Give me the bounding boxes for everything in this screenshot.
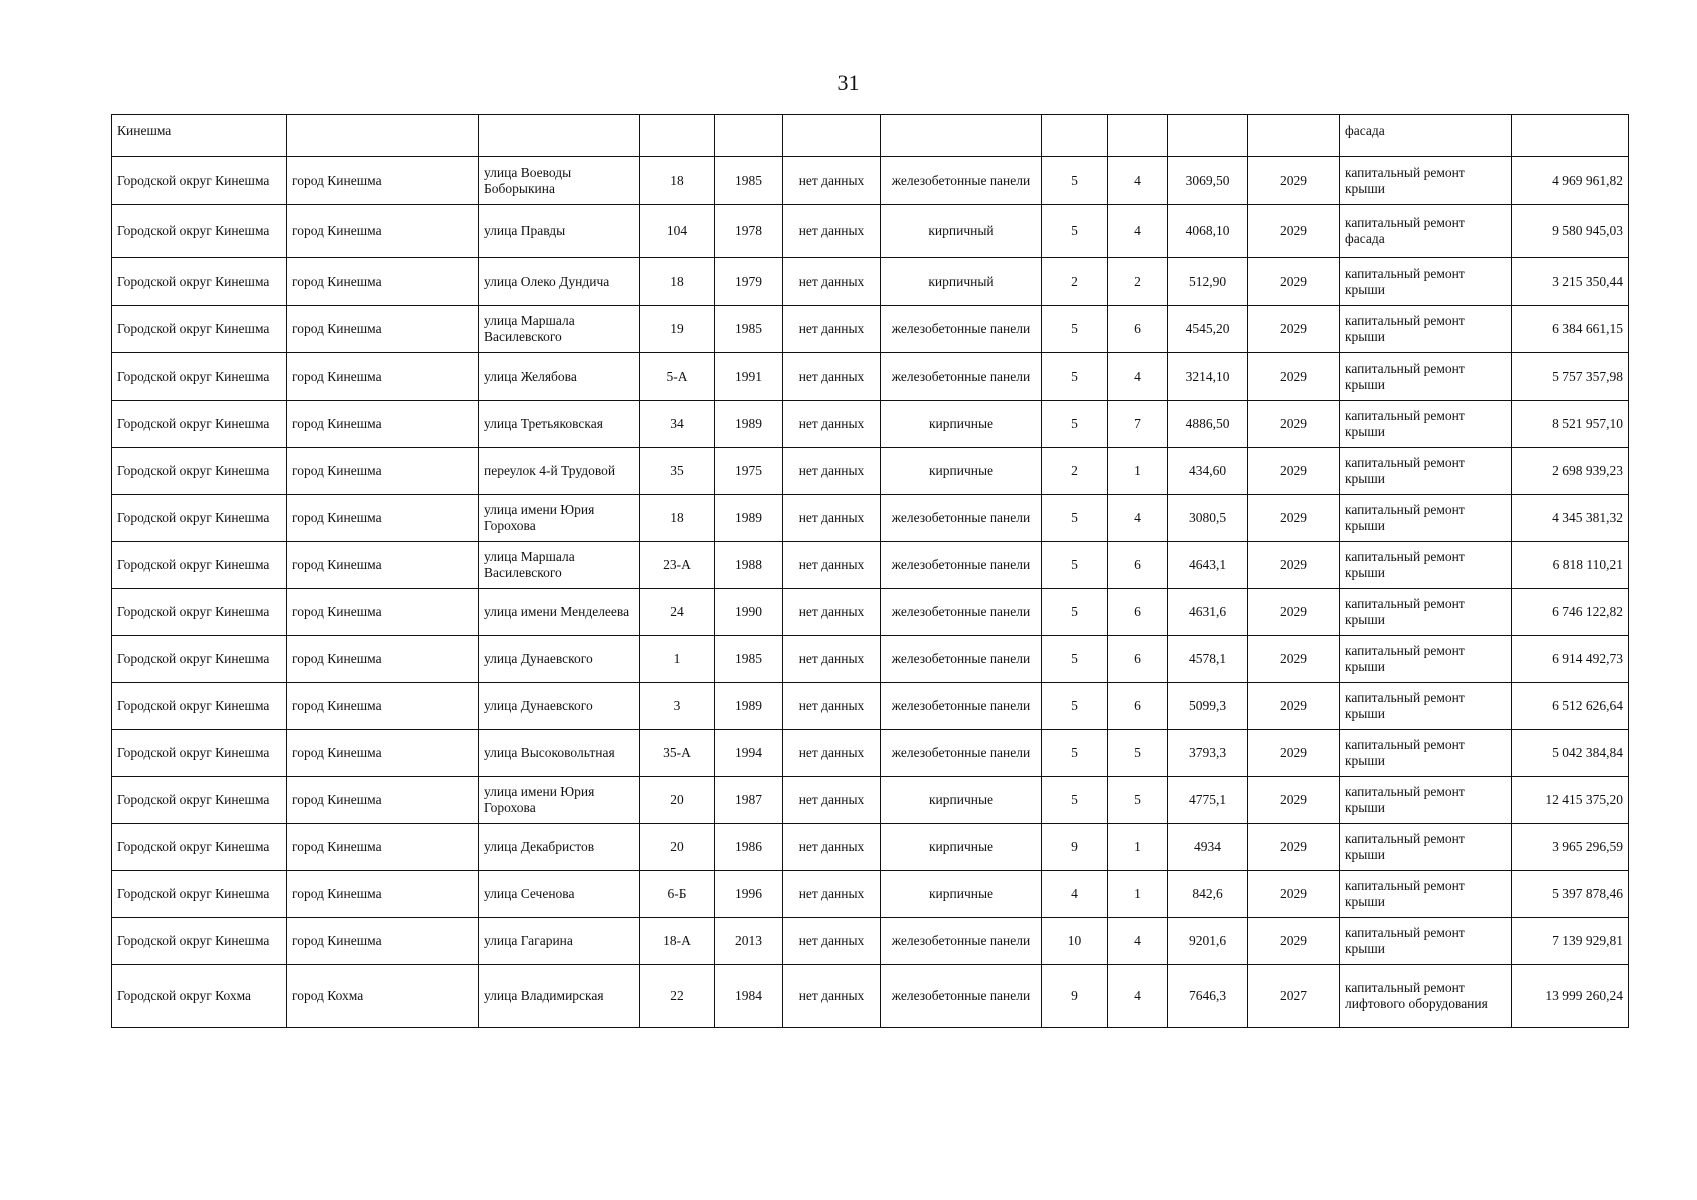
cell-street: улица имени Менделеева — [479, 589, 640, 636]
table-row — [112, 824, 1629, 871]
cell-floors: 2 — [1042, 258, 1108, 306]
cell-street: переулок 4-й Трудовой — [479, 448, 640, 495]
cell-district: Городской округ Кинешма — [112, 401, 287, 448]
cell-settlement: город Кохма — [287, 965, 479, 1028]
cell-floors: 10 — [1042, 918, 1108, 965]
cell-entrances: 1 — [1108, 871, 1168, 918]
cell-street: улица Желябова — [479, 353, 640, 401]
cell-work-type: капитальный ремонт крыши — [1340, 589, 1512, 636]
cell-work-type: капитальный ремонт крыши — [1340, 495, 1512, 542]
cell-cost: 12 415 375,20 — [1512, 777, 1629, 824]
cell-year-reconstruction: нет данных — [783, 401, 881, 448]
cell-street: улица имени Юрия Горохова — [479, 777, 640, 824]
cell-work-type: капитальный ремонт крыши — [1340, 448, 1512, 495]
cell-work-type: капитальный ремонт фасада — [1340, 205, 1512, 258]
cell-district: Городской округ Кинешма — [112, 730, 287, 777]
cell-cost: 6 746 122,82 — [1512, 589, 1629, 636]
cell-work-type: капитальный ремонт крыши — [1340, 871, 1512, 918]
housing-repair-table — [111, 114, 1629, 1028]
cell-year-reconstruction: нет данных — [783, 448, 881, 495]
table-row — [112, 777, 1629, 824]
cell-year-built: 2013 — [715, 918, 783, 965]
table-row — [112, 636, 1629, 683]
cell-area: 9201,6 — [1168, 918, 1248, 965]
cell-house-number: 35-А — [640, 730, 715, 777]
cell-area: 4643,1 — [1168, 542, 1248, 589]
cell-floors: 5 — [1042, 205, 1108, 258]
cell-district: Городской округ Кинешма — [112, 777, 287, 824]
cell-street: улица Дунаевского — [479, 636, 640, 683]
cell-year-reconstruction: нет данных — [783, 730, 881, 777]
cell-wall-material: железобетонные панели — [881, 730, 1042, 777]
cell-floors: 5 — [1042, 636, 1108, 683]
table-row — [112, 495, 1629, 542]
cell-district: Городской округ Кохма — [112, 965, 287, 1028]
cell-cost: 3 215 350,44 — [1512, 258, 1629, 306]
cell-street: улица Владимирская — [479, 965, 640, 1028]
cell-street: улица Олеко Дундича — [479, 258, 640, 306]
table-body — [112, 115, 1629, 1028]
cell-planned-year: 2029 — [1248, 542, 1340, 589]
cell-entrances: 6 — [1108, 636, 1168, 683]
cell-work-type: капитальный ремонт крыши — [1340, 157, 1512, 205]
table-row — [112, 258, 1629, 306]
cell-street: улица Воеводы Боборыкина — [479, 157, 640, 205]
cell-entrances: 4 — [1108, 918, 1168, 965]
cell-house-number: 5-А — [640, 353, 715, 401]
cell-area: 4775,1 — [1168, 777, 1248, 824]
cell-empty — [1512, 115, 1629, 157]
cell-street: улица Маршала Василевского — [479, 542, 640, 589]
cell-year-reconstruction: нет данных — [783, 353, 881, 401]
cell-floors: 5 — [1042, 157, 1108, 205]
cell-floors: 5 — [1042, 353, 1108, 401]
cell-entrances: 4 — [1108, 205, 1168, 258]
cell-district: Городской округ Кинешма — [112, 205, 287, 258]
cell-year-built: 1996 — [715, 871, 783, 918]
table-row — [112, 306, 1629, 353]
cell-year-built: 1985 — [715, 306, 783, 353]
cell-area: 4578,1 — [1168, 636, 1248, 683]
cell-district: Городской округ Кинешма — [112, 542, 287, 589]
cell-wall-material: кирпичные — [881, 401, 1042, 448]
cell-settlement: город Кинешма — [287, 448, 479, 495]
table-row — [112, 730, 1629, 777]
cell-year-reconstruction: нет данных — [783, 918, 881, 965]
cell-empty — [783, 115, 881, 157]
table-row-continued — [112, 115, 1629, 157]
cell-area: 4068,10 — [1168, 205, 1248, 258]
cell-planned-year: 2029 — [1248, 918, 1340, 965]
cell-area: 3214,10 — [1168, 353, 1248, 401]
cell-wall-material: железобетонные панели — [881, 965, 1042, 1028]
table-row — [112, 965, 1629, 1028]
cell-floors: 5 — [1042, 683, 1108, 730]
cell-planned-year: 2029 — [1248, 824, 1340, 871]
cell-wall-material: кирпичные — [881, 448, 1042, 495]
cell-area: 4934 — [1168, 824, 1248, 871]
cell-settlement: город Кинешма — [287, 636, 479, 683]
cell-planned-year: 2029 — [1248, 401, 1340, 448]
cell-floors: 5 — [1042, 495, 1108, 542]
cell-area: 5099,3 — [1168, 683, 1248, 730]
cell-house-number: 19 — [640, 306, 715, 353]
cell-year-reconstruction: нет данных — [783, 824, 881, 871]
cell-settlement: город Кинешма — [287, 683, 479, 730]
cell-settlement: город Кинешма — [287, 157, 479, 205]
cell-house-number: 104 — [640, 205, 715, 258]
cell-settlement: город Кинешма — [287, 730, 479, 777]
cell-area: 4631,6 — [1168, 589, 1248, 636]
cell-house-number: 3 — [640, 683, 715, 730]
cell-empty — [287, 115, 479, 157]
cell-street: улица Декабристов — [479, 824, 640, 871]
cell-settlement: город Кинешма — [287, 777, 479, 824]
cell-empty — [1248, 115, 1340, 157]
cell-cost: 9 580 945,03 — [1512, 205, 1629, 258]
cell-empty — [881, 115, 1042, 157]
cell-floors: 2 — [1042, 448, 1108, 495]
cell-wall-material: кирпичные — [881, 871, 1042, 918]
cell-planned-year: 2029 — [1248, 777, 1340, 824]
cell-year-built: 1988 — [715, 542, 783, 589]
cell-planned-year: 2029 — [1248, 683, 1340, 730]
cell-district: Городской округ Кинешма — [112, 636, 287, 683]
cell-year-reconstruction: нет данных — [783, 965, 881, 1028]
cell-settlement: город Кинешма — [287, 258, 479, 306]
table-row — [112, 205, 1629, 258]
cell-area: 434,60 — [1168, 448, 1248, 495]
table-row — [112, 448, 1629, 495]
cell-work-type: капитальный ремонт крыши — [1340, 824, 1512, 871]
cell-work-type: капитальный ремонт крыши — [1340, 542, 1512, 589]
table-row — [112, 542, 1629, 589]
cell-entrances: 7 — [1108, 401, 1168, 448]
cell-district: Городской округ Кинешма — [112, 448, 287, 495]
cell-year-reconstruction: нет данных — [783, 157, 881, 205]
cell-cost: 4 345 381,32 — [1512, 495, 1629, 542]
cell-year-built: 1985 — [715, 636, 783, 683]
cell-empty — [640, 115, 715, 157]
cell-area: 512,90 — [1168, 258, 1248, 306]
cell-floors: 5 — [1042, 589, 1108, 636]
cell-year-reconstruction: нет данных — [783, 777, 881, 824]
cell-house-number: 22 — [640, 965, 715, 1028]
table-row — [112, 589, 1629, 636]
cell-area: 4545,20 — [1168, 306, 1248, 353]
cell-cost: 3 965 296,59 — [1512, 824, 1629, 871]
cell-street: улица Правды — [479, 205, 640, 258]
cell-cost: 13 999 260,24 — [1512, 965, 1629, 1028]
cell-settlement: город Кинешма — [287, 401, 479, 448]
cell-house-number: 23-А — [640, 542, 715, 589]
cell-street: улица Третьяковская — [479, 401, 640, 448]
cell-street: улица Дунаевского — [479, 683, 640, 730]
cell-district: Городской округ Кинешма — [112, 589, 287, 636]
cell-planned-year: 2029 — [1248, 306, 1340, 353]
cell-wall-material: кирпичные — [881, 824, 1042, 871]
cell-cost: 6 914 492,73 — [1512, 636, 1629, 683]
cell-floors: 5 — [1042, 730, 1108, 777]
cell-area: 3069,50 — [1168, 157, 1248, 205]
cell-wall-material: железобетонные панели — [881, 157, 1042, 205]
cell-work-type: капитальный ремонт крыши — [1340, 258, 1512, 306]
cell-work-type: капитальный ремонт лифтового оборудования — [1340, 965, 1512, 1028]
cell-settlement: город Кинешма — [287, 205, 479, 258]
cell-wall-material: железобетонные панели — [881, 495, 1042, 542]
cell-area: 7646,3 — [1168, 965, 1248, 1028]
table-row — [112, 353, 1629, 401]
cell-floors: 4 — [1042, 871, 1108, 918]
cell-cost: 5 397 878,46 — [1512, 871, 1629, 918]
cell-cost: 6 818 110,21 — [1512, 542, 1629, 589]
cell-entrances: 4 — [1108, 965, 1168, 1028]
cell-street: улица Маршала Василевского — [479, 306, 640, 353]
cell-district: Городской округ Кинешма — [112, 918, 287, 965]
cell-year-built: 1989 — [715, 495, 783, 542]
cell-planned-year: 2029 — [1248, 353, 1340, 401]
cell-house-number: 1 — [640, 636, 715, 683]
cell-wall-material: кирпичные — [881, 777, 1042, 824]
cell-entrances: 6 — [1108, 589, 1168, 636]
cell-year-built: 1989 — [715, 683, 783, 730]
cell-empty — [1042, 115, 1108, 157]
cell-house-number: 18 — [640, 495, 715, 542]
cell-empty — [715, 115, 783, 157]
cell-empty — [479, 115, 640, 157]
cell-settlement: город Кинешма — [287, 306, 479, 353]
cell-planned-year: 2029 — [1248, 495, 1340, 542]
cell-house-number: 6-Б — [640, 871, 715, 918]
cell-planned-year: 2029 — [1248, 871, 1340, 918]
cell-year-reconstruction: нет данных — [783, 306, 881, 353]
cell-wall-material: железобетонные панели — [881, 636, 1042, 683]
cell-year-reconstruction: нет данных — [783, 258, 881, 306]
cell-settlement: город Кинешма — [287, 871, 479, 918]
cell-floors: 5 — [1042, 306, 1108, 353]
cell-district: Кинешма — [112, 115, 287, 157]
cell-year-reconstruction: нет данных — [783, 683, 881, 730]
cell-year-reconstruction: нет данных — [783, 205, 881, 258]
cell-district: Городской округ Кинешма — [112, 306, 287, 353]
cell-work-type: капитальный ремонт крыши — [1340, 683, 1512, 730]
cell-entrances: 1 — [1108, 824, 1168, 871]
cell-wall-material: железобетонные панели — [881, 683, 1042, 730]
cell-area: 842,6 — [1168, 871, 1248, 918]
table-row — [112, 401, 1629, 448]
cell-street: улица Гагарина — [479, 918, 640, 965]
cell-work-type: капитальный ремонт крыши — [1340, 636, 1512, 683]
cell-house-number: 20 — [640, 777, 715, 824]
cell-house-number: 35 — [640, 448, 715, 495]
cell-planned-year: 2027 — [1248, 965, 1340, 1028]
cell-planned-year: 2029 — [1248, 205, 1340, 258]
cell-planned-year: 2029 — [1248, 258, 1340, 306]
cell-area: 3793,3 — [1168, 730, 1248, 777]
cell-work-type: фасада — [1340, 115, 1512, 157]
cell-district: Городской округ Кинешма — [112, 495, 287, 542]
cell-cost: 6 384 661,15 — [1512, 306, 1629, 353]
cell-year-built: 1994 — [715, 730, 783, 777]
cell-settlement: город Кинешма — [287, 918, 479, 965]
cell-entrances: 6 — [1108, 306, 1168, 353]
cell-year-built: 1979 — [715, 258, 783, 306]
cell-entrances: 6 — [1108, 542, 1168, 589]
cell-settlement: город Кинешма — [287, 824, 479, 871]
cell-house-number: 34 — [640, 401, 715, 448]
cell-year-reconstruction: нет данных — [783, 589, 881, 636]
cell-year-built: 1978 — [715, 205, 783, 258]
cell-cost: 5 042 384,84 — [1512, 730, 1629, 777]
cell-entrances: 4 — [1108, 495, 1168, 542]
cell-planned-year: 2029 — [1248, 589, 1340, 636]
cell-year-built: 1987 — [715, 777, 783, 824]
cell-wall-material: кирпичный — [881, 205, 1042, 258]
cell-area: 3080,5 — [1168, 495, 1248, 542]
cell-wall-material: железобетонные панели — [881, 542, 1042, 589]
cell-entrances: 1 — [1108, 448, 1168, 495]
cell-wall-material: кирпичный — [881, 258, 1042, 306]
cell-settlement: город Кинешма — [287, 542, 479, 589]
cell-district: Городской округ Кинешма — [112, 824, 287, 871]
cell-street: улица имени Юрия Горохова — [479, 495, 640, 542]
cell-entrances: 4 — [1108, 157, 1168, 205]
cell-wall-material: железобетонные панели — [881, 353, 1042, 401]
cell-planned-year: 2029 — [1248, 636, 1340, 683]
cell-wall-material: железобетонные панели — [881, 589, 1042, 636]
cell-year-built: 1990 — [715, 589, 783, 636]
cell-work-type: капитальный ремонт крыши — [1340, 918, 1512, 965]
cell-house-number: 18 — [640, 157, 715, 205]
table-row — [112, 683, 1629, 730]
cell-house-number: 18 — [640, 258, 715, 306]
cell-year-reconstruction: нет данных — [783, 636, 881, 683]
cell-planned-year: 2029 — [1248, 448, 1340, 495]
cell-year-reconstruction: нет данных — [783, 495, 881, 542]
table-row — [112, 157, 1629, 205]
cell-work-type: капитальный ремонт крыши — [1340, 401, 1512, 448]
cell-cost: 6 512 626,64 — [1512, 683, 1629, 730]
cell-work-type: капитальный ремонт крыши — [1340, 777, 1512, 824]
cell-house-number: 18-А — [640, 918, 715, 965]
cell-year-reconstruction: нет данных — [783, 542, 881, 589]
cell-street: улица Сеченова — [479, 871, 640, 918]
cell-settlement: город Кинешма — [287, 353, 479, 401]
cell-floors: 5 — [1042, 542, 1108, 589]
cell-cost: 7 139 929,81 — [1512, 918, 1629, 965]
cell-district: Городской округ Кинешма — [112, 353, 287, 401]
cell-floors: 5 — [1042, 401, 1108, 448]
cell-empty — [1168, 115, 1248, 157]
cell-year-built: 1986 — [715, 824, 783, 871]
cell-year-built: 1975 — [715, 448, 783, 495]
cell-entrances: 6 — [1108, 683, 1168, 730]
table-row — [112, 871, 1629, 918]
cell-year-built: 1984 — [715, 965, 783, 1028]
cell-work-type: капитальный ремонт крыши — [1340, 730, 1512, 777]
cell-cost: 5 757 357,98 — [1512, 353, 1629, 401]
cell-year-reconstruction: нет данных — [783, 871, 881, 918]
cell-empty — [1108, 115, 1168, 157]
cell-district: Городской округ Кинешма — [112, 683, 287, 730]
cell-district: Городской округ Кинешма — [112, 157, 287, 205]
cell-settlement: город Кинешма — [287, 589, 479, 636]
cell-entrances: 2 — [1108, 258, 1168, 306]
cell-cost: 2 698 939,23 — [1512, 448, 1629, 495]
cell-house-number: 24 — [640, 589, 715, 636]
cell-year-built: 1989 — [715, 401, 783, 448]
cell-year-built: 1985 — [715, 157, 783, 205]
cell-planned-year: 2029 — [1248, 730, 1340, 777]
cell-floors: 9 — [1042, 965, 1108, 1028]
page-number: 31 — [837, 70, 860, 95]
cell-wall-material: железобетонные панели — [881, 306, 1042, 353]
cell-area: 4886,50 — [1168, 401, 1248, 448]
cell-district: Городской округ Кинешма — [112, 871, 287, 918]
cell-entrances: 5 — [1108, 777, 1168, 824]
cell-house-number: 20 — [640, 824, 715, 871]
cell-year-built: 1991 — [715, 353, 783, 401]
cell-cost: 8 521 957,10 — [1512, 401, 1629, 448]
cell-floors: 9 — [1042, 824, 1108, 871]
cell-floors: 5 — [1042, 777, 1108, 824]
cell-cost: 4 969 961,82 — [1512, 157, 1629, 205]
cell-work-type: капитальный ремонт крыши — [1340, 306, 1512, 353]
cell-entrances: 4 — [1108, 353, 1168, 401]
cell-entrances: 5 — [1108, 730, 1168, 777]
cell-district: Городской округ Кинешма — [112, 258, 287, 306]
cell-wall-material: железобетонные панели — [881, 918, 1042, 965]
table-row — [112, 918, 1629, 965]
cell-street: улица Высоковольтная — [479, 730, 640, 777]
cell-settlement: город Кинешма — [287, 495, 479, 542]
cell-planned-year: 2029 — [1248, 157, 1340, 205]
cell-work-type: капитальный ремонт крыши — [1340, 353, 1512, 401]
